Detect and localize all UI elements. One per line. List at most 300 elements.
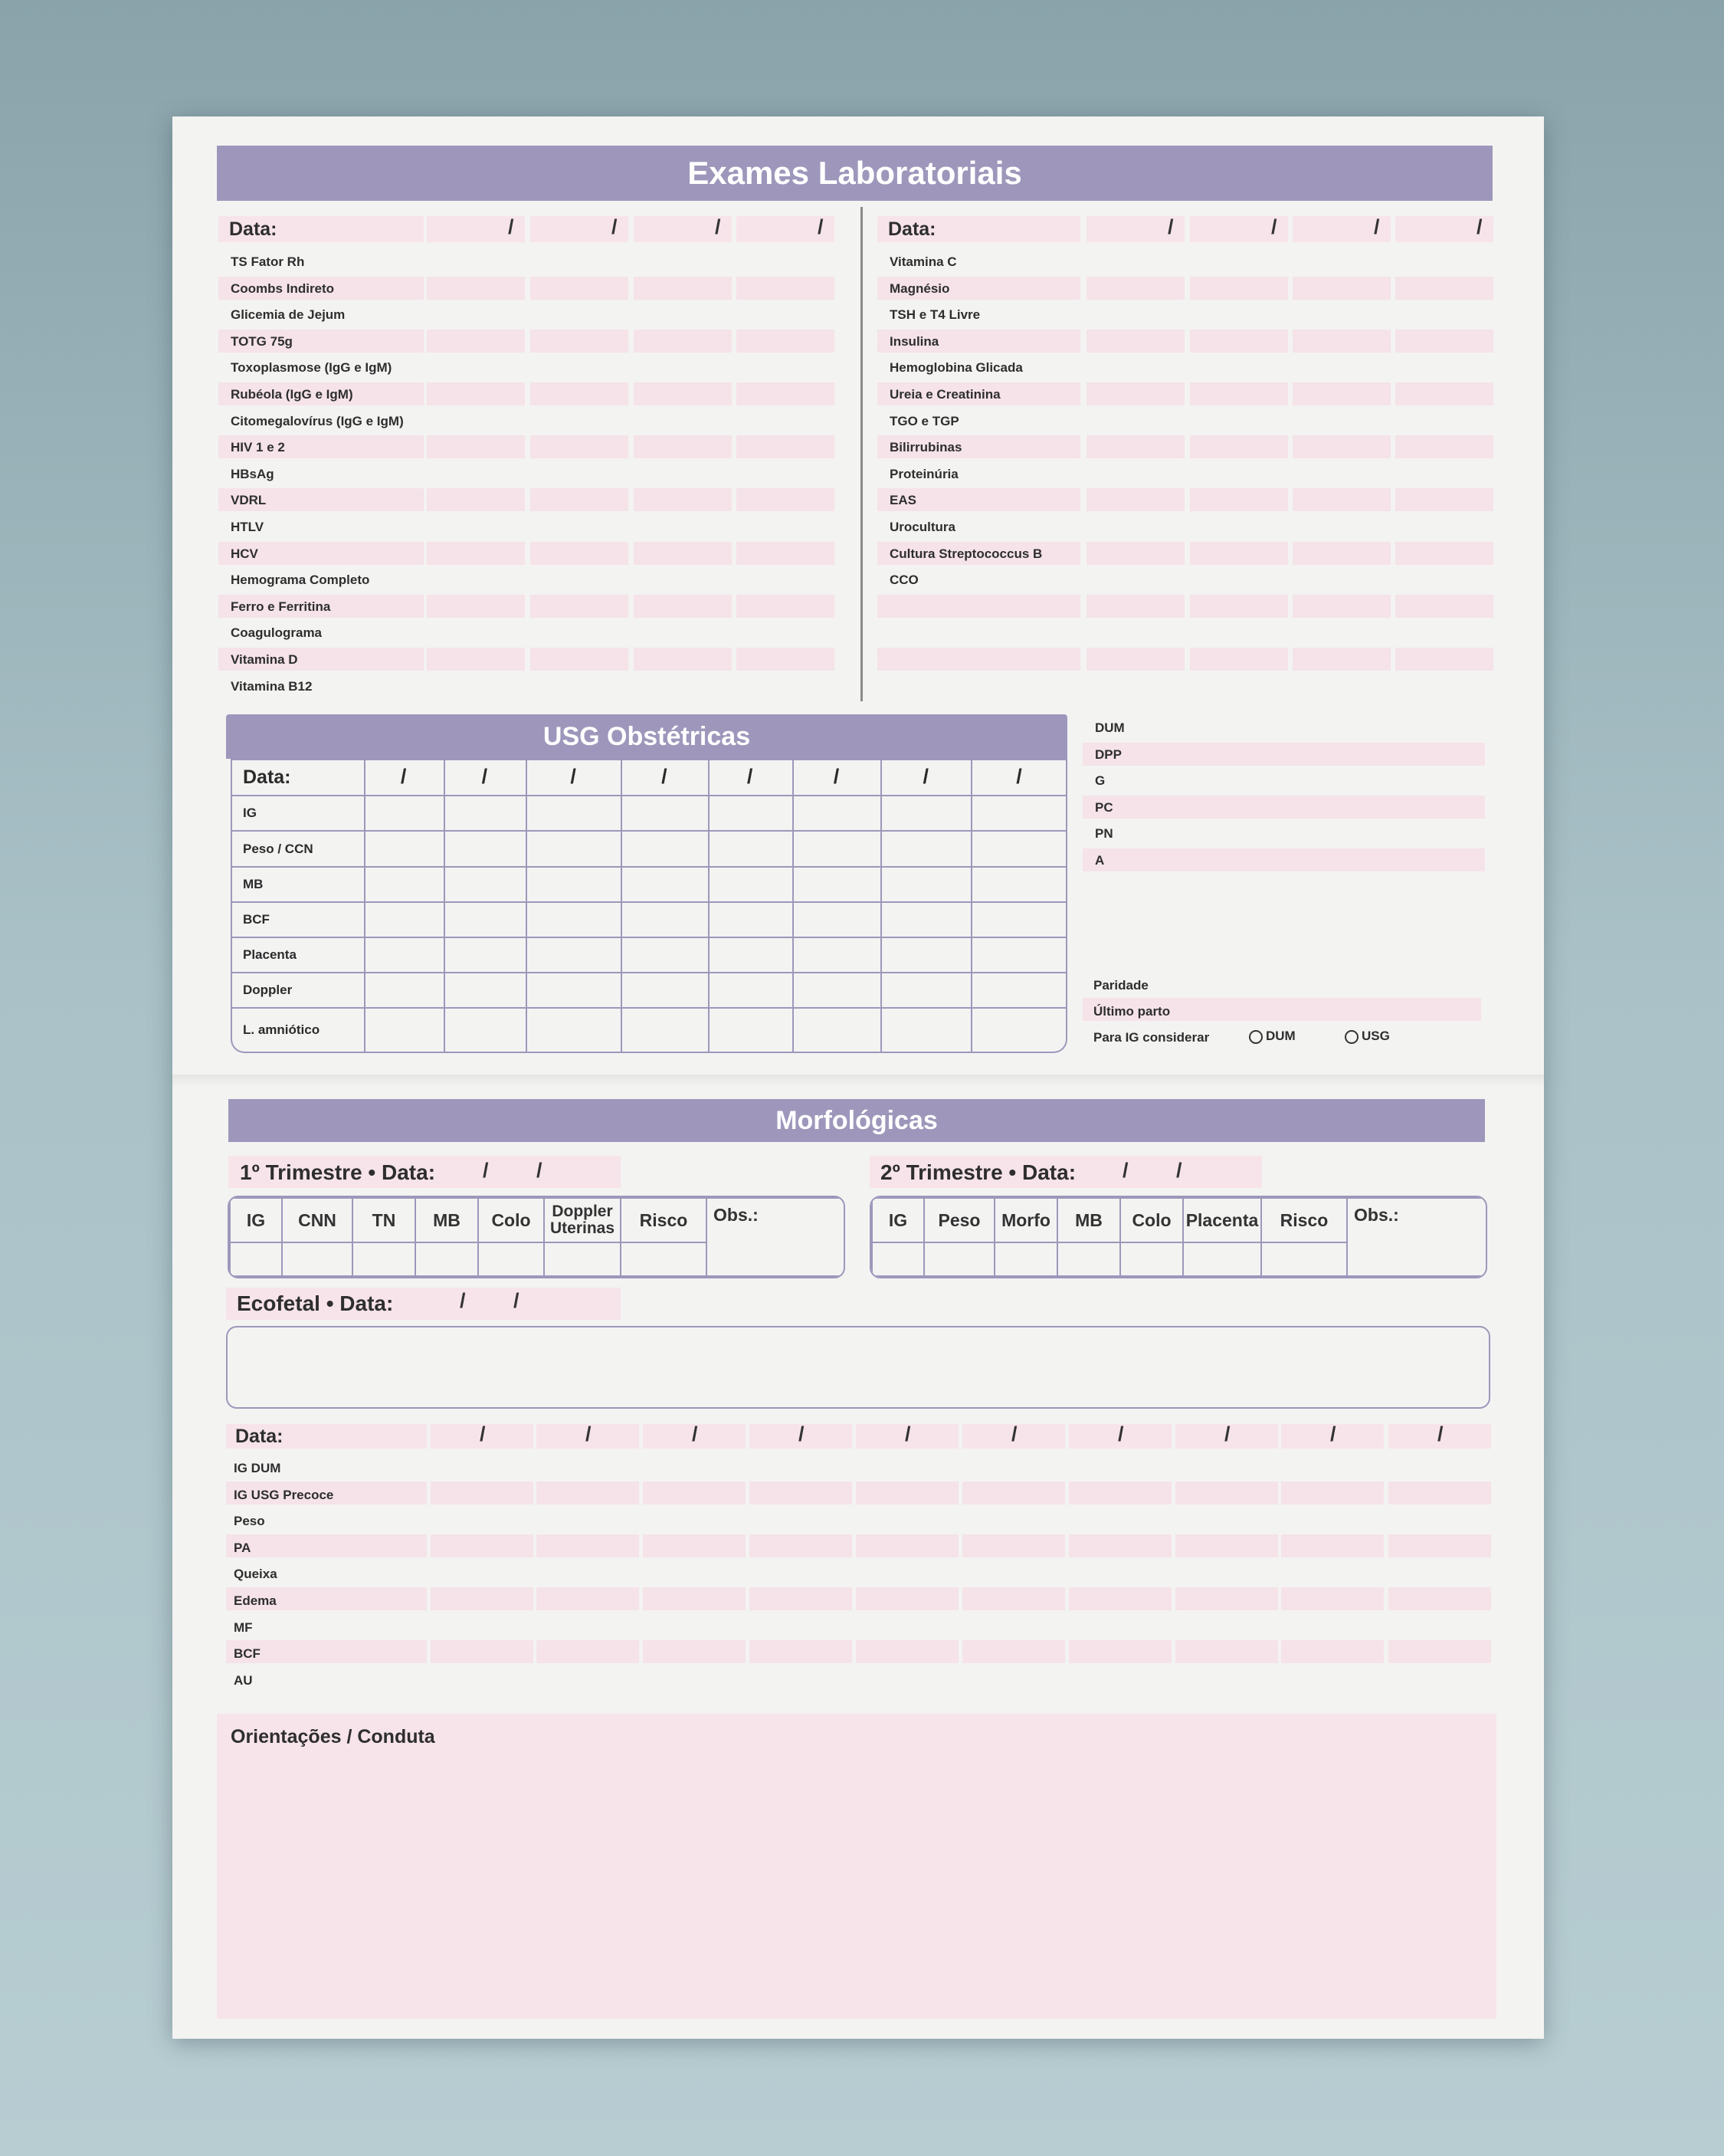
lab-result-cell[interactable] bbox=[736, 488, 834, 511]
consult-value-cell[interactable] bbox=[1069, 1640, 1172, 1663]
t2-table bbox=[870, 1196, 1487, 1278]
usg-date-slash: / bbox=[923, 765, 929, 788]
usg-row-label: Doppler bbox=[231, 973, 365, 1008]
consult-date-label: Data: bbox=[235, 1426, 284, 1447]
usg-date-slash: / bbox=[661, 765, 667, 788]
consult-row-label: PA bbox=[234, 1540, 251, 1555]
usg-value-cell[interactable] bbox=[526, 831, 621, 866]
lab-item-label: Insulina bbox=[890, 333, 939, 349]
lab-result-cell[interactable] bbox=[634, 488, 732, 511]
radio-dum-circle[interactable] bbox=[1249, 1030, 1263, 1044]
consult-date-slash: / bbox=[905, 1423, 911, 1446]
lab-result-cell[interactable] bbox=[530, 435, 628, 458]
lab-result-cell[interactable] bbox=[427, 488, 525, 511]
t2-table-value-cell[interactable] bbox=[1057, 1242, 1120, 1276]
usg-table bbox=[231, 759, 1067, 1053]
lab-result-cell[interactable] bbox=[736, 648, 834, 671]
usg-row-label: Peso / CCN bbox=[231, 831, 365, 866]
lab-result-cell[interactable] bbox=[1087, 488, 1185, 511]
lab-result-cell[interactable] bbox=[530, 330, 628, 353]
lab-item-label: Vitamina B12 bbox=[231, 678, 313, 694]
side-item-label: PN bbox=[1095, 826, 1113, 842]
radio-usg-circle[interactable] bbox=[1345, 1030, 1359, 1044]
lab-result-cell[interactable] bbox=[736, 382, 834, 405]
lab-result-cell[interactable] bbox=[634, 435, 732, 458]
usg-value-cell[interactable] bbox=[793, 1008, 882, 1052]
consult-value-cell[interactable] bbox=[1388, 1587, 1491, 1610]
usg-value-cell[interactable] bbox=[881, 1008, 972, 1052]
usg-value-cell[interactable] bbox=[365, 973, 444, 1008]
lab-item-label: CCO bbox=[890, 573, 919, 588]
t2-slash: / bbox=[1176, 1159, 1182, 1182]
lab-result-cell[interactable] bbox=[1293, 382, 1391, 405]
consult-value-cell[interactable] bbox=[749, 1640, 852, 1663]
lab-item-label: TSH e T4 Livre bbox=[890, 307, 981, 323]
usg-date-cell[interactable] bbox=[365, 760, 444, 796]
consult-row-label: Queixa bbox=[234, 1567, 277, 1582]
lab-item-label: Ureia e Creatinina bbox=[890, 387, 1001, 402]
morf-title: Morfológicas bbox=[228, 1099, 1485, 1142]
consult-value-cell[interactable] bbox=[749, 1534, 852, 1557]
lab-date-slash: / bbox=[508, 215, 514, 238]
lab-result-cell[interactable] bbox=[634, 382, 732, 405]
lab-result-cell[interactable] bbox=[736, 595, 834, 618]
lab-result-cell[interactable] bbox=[1395, 595, 1493, 618]
lab-item-label: Hemograma Completo bbox=[231, 573, 370, 588]
usg-value-cell[interactable] bbox=[972, 796, 1067, 831]
usg-value-cell[interactable] bbox=[444, 831, 527, 866]
form-sheet bbox=[172, 116, 1544, 2039]
consult-value-cell[interactable] bbox=[431, 1640, 533, 1663]
lab-item-label: HTLV bbox=[231, 520, 264, 534]
t1-table-col-header: Colo bbox=[478, 1198, 544, 1242]
consult-date-slash: / bbox=[1224, 1423, 1231, 1446]
consult-value-cell[interactable] bbox=[536, 1640, 639, 1663]
lab-result-cell[interactable] bbox=[736, 277, 834, 300]
consult-date-slash: / bbox=[692, 1423, 698, 1446]
usg-value-cell[interactable] bbox=[881, 902, 972, 937]
lab-result-cell[interactable] bbox=[1293, 330, 1391, 353]
consult-value-cell[interactable] bbox=[962, 1482, 1065, 1505]
consult-row-label: Edema bbox=[234, 1593, 277, 1608]
usg-value-cell[interactable] bbox=[972, 831, 1067, 866]
usg-value-cell[interactable] bbox=[709, 937, 793, 973]
consult-value-cell[interactable] bbox=[1281, 1587, 1384, 1610]
consult-value-cell[interactable] bbox=[1069, 1587, 1172, 1610]
lab-result-cell[interactable] bbox=[736, 542, 834, 565]
lab-result-cell[interactable] bbox=[1087, 595, 1185, 618]
lab-result-cell[interactable] bbox=[1293, 648, 1391, 671]
lab-result-cell[interactable] bbox=[1293, 435, 1391, 458]
usg-date-cell[interactable] bbox=[621, 760, 709, 796]
lab-result-cell[interactable] bbox=[1293, 542, 1391, 565]
lab-result-cell[interactable] bbox=[1087, 435, 1185, 458]
usg-date-slash: / bbox=[833, 765, 840, 788]
lab-result-cell[interactable] bbox=[736, 435, 834, 458]
usg-date-header: Data: bbox=[231, 760, 365, 796]
usg-date-cell[interactable] bbox=[444, 760, 527, 796]
consult-value-cell[interactable] bbox=[749, 1482, 852, 1505]
lab-item-label: TOTG 75g bbox=[231, 333, 293, 349]
consult-value-cell[interactable] bbox=[962, 1587, 1065, 1610]
side-item-label: A bbox=[1095, 853, 1105, 868]
ultimo-parto-label: Último parto bbox=[1093, 1004, 1171, 1019]
usg-value-cell[interactable] bbox=[881, 937, 972, 973]
usg-value-cell[interactable] bbox=[365, 1008, 444, 1052]
ig-consider-label: Para IG considerar bbox=[1093, 1030, 1210, 1045]
consult-value-cell[interactable] bbox=[431, 1534, 533, 1557]
consult-value-cell[interactable] bbox=[536, 1482, 639, 1505]
lab-item-label: Coombs Indireto bbox=[231, 281, 335, 296]
consult-value-cell[interactable] bbox=[962, 1640, 1065, 1663]
lab-result-cell[interactable] bbox=[427, 330, 525, 353]
consult-date-slash: / bbox=[798, 1423, 805, 1446]
usg-value-cell[interactable] bbox=[526, 937, 621, 973]
t2-slash: / bbox=[1123, 1159, 1129, 1182]
consult-value-cell[interactable] bbox=[1281, 1482, 1384, 1505]
consult-value-cell[interactable] bbox=[749, 1587, 852, 1610]
t1-table-value-cell[interactable] bbox=[544, 1242, 621, 1276]
lab-result-cell[interactable] bbox=[427, 648, 525, 671]
usg-date-slash: / bbox=[1016, 765, 1022, 788]
lab-item-label: TGO e TGP bbox=[890, 413, 959, 428]
lab-result-cell[interactable] bbox=[1190, 277, 1288, 300]
consult-value-cell[interactable] bbox=[1069, 1482, 1172, 1505]
t2-table-col-header: IG bbox=[872, 1198, 924, 1242]
usg-value-cell[interactable] bbox=[881, 831, 972, 866]
consult-value-cell[interactable] bbox=[1175, 1587, 1278, 1610]
lab-result-cell[interactable] bbox=[1395, 648, 1493, 671]
usg-value-cell[interactable] bbox=[972, 937, 1067, 973]
consult-value-cell[interactable] bbox=[536, 1587, 639, 1610]
lab-result-cell[interactable] bbox=[634, 330, 732, 353]
usg-table-wrap bbox=[231, 759, 1067, 1053]
lab-result-cell[interactable] bbox=[1087, 330, 1185, 353]
lab-result-cell[interactable] bbox=[1087, 542, 1185, 565]
usg-value-cell[interactable] bbox=[881, 867, 972, 902]
usg-date-cell[interactable] bbox=[793, 760, 882, 796]
lab-result-cell[interactable] bbox=[530, 542, 628, 565]
ecofetal-box[interactable] bbox=[226, 1326, 1490, 1409]
consult-value-cell[interactable] bbox=[962, 1534, 1065, 1557]
usg-row-label: BCF bbox=[231, 902, 365, 937]
usg-date-cell[interactable] bbox=[526, 760, 621, 796]
usg-value-cell[interactable] bbox=[881, 973, 972, 1008]
consult-value-cell[interactable] bbox=[1069, 1534, 1172, 1557]
page-fold bbox=[172, 1075, 1544, 1087]
usg-value-cell[interactable] bbox=[444, 1008, 527, 1052]
lab-date-slash: / bbox=[1168, 215, 1174, 238]
usg-value-cell[interactable] bbox=[365, 867, 444, 902]
usg-value-cell[interactable] bbox=[621, 902, 709, 937]
usg-value-cell[interactable] bbox=[526, 1008, 621, 1052]
lab-item-label: Vitamina D bbox=[231, 652, 298, 667]
t1-table-value-cell[interactable] bbox=[478, 1242, 544, 1276]
consult-value-cell[interactable] bbox=[856, 1587, 959, 1610]
lab-result-cell[interactable] bbox=[1190, 595, 1288, 618]
lab-item-label: Urocultura bbox=[890, 520, 955, 534]
consult-value-cell[interactable] bbox=[431, 1482, 533, 1505]
lab-result-cell[interactable] bbox=[427, 277, 525, 300]
lab-item-label: VDRL bbox=[231, 493, 267, 508]
lab-result-cell[interactable] bbox=[530, 382, 628, 405]
usg-title: USG Obstétricas bbox=[226, 714, 1067, 759]
t1-table-value-cell[interactable] bbox=[621, 1242, 706, 1276]
side-item-label: PC bbox=[1095, 799, 1113, 815]
lab-item-label: Coagulograma bbox=[231, 625, 323, 641]
usg-value-cell[interactable] bbox=[365, 796, 444, 831]
lab-item-label: Glicemia de Jejum bbox=[231, 307, 346, 323]
t2-table-col-header: Peso bbox=[924, 1198, 995, 1242]
usg-value-cell[interactable] bbox=[709, 1008, 793, 1052]
usg-value-cell[interactable] bbox=[621, 831, 709, 866]
usg-value-cell[interactable] bbox=[365, 831, 444, 866]
t1-table-value-cell[interactable] bbox=[282, 1242, 352, 1276]
t1-table-value-cell[interactable] bbox=[230, 1242, 282, 1276]
lab-date-label: Data: bbox=[229, 218, 277, 240]
lab-item-label: Rubéola (IgG e IgM) bbox=[231, 387, 353, 402]
consult-date-slash: / bbox=[1330, 1423, 1336, 1446]
consult-value-cell[interactable] bbox=[643, 1482, 746, 1505]
t1-table bbox=[228, 1196, 845, 1278]
radio-dum-label: DUM bbox=[1266, 1029, 1296, 1043]
lab-result-cell[interactable] bbox=[1395, 435, 1493, 458]
usg-row-label: IG bbox=[231, 796, 365, 831]
t1-table-value-cell[interactable] bbox=[352, 1242, 415, 1276]
lab-item-label: Toxoplasmose (IgG e IgM) bbox=[231, 360, 392, 376]
lab-result-cell[interactable] bbox=[530, 488, 628, 511]
side-row-band[interactable] bbox=[1083, 743, 1485, 766]
side-row-band[interactable] bbox=[1083, 796, 1485, 819]
consult-value-cell[interactable] bbox=[1175, 1640, 1278, 1663]
usg-value-cell[interactable] bbox=[526, 796, 621, 831]
usg-value-cell[interactable] bbox=[621, 796, 709, 831]
lab-result-cell[interactable] bbox=[427, 435, 525, 458]
lab-result-cell[interactable] bbox=[1190, 488, 1288, 511]
lab-item-label: EAS bbox=[890, 493, 916, 508]
usg-value-cell[interactable] bbox=[709, 973, 793, 1008]
t2-title: 2º Trimestre • Data: bbox=[880, 1160, 1077, 1184]
usg-value-cell[interactable] bbox=[972, 902, 1067, 937]
radio-usg-label: USG bbox=[1362, 1029, 1390, 1043]
t1-table-col-header: CNN bbox=[282, 1198, 352, 1242]
usg-value-cell[interactable] bbox=[709, 867, 793, 902]
usg-date-cell[interactable] bbox=[972, 760, 1067, 796]
lab-result-cell[interactable] bbox=[634, 542, 732, 565]
t1-table-col-header: IG bbox=[230, 1198, 282, 1242]
lab-item-label: TS Fator Rh bbox=[231, 254, 305, 269]
lab-date-slash: / bbox=[1271, 215, 1277, 238]
lab-result-cell[interactable] bbox=[1293, 277, 1391, 300]
consult-date-slash: / bbox=[585, 1423, 592, 1446]
consult-value-cell[interactable] bbox=[1388, 1482, 1491, 1505]
consult-value-cell[interactable] bbox=[1281, 1534, 1384, 1557]
usg-value-cell[interactable] bbox=[793, 867, 882, 902]
consult-value-cell[interactable] bbox=[1175, 1534, 1278, 1557]
usg-value-cell[interactable] bbox=[793, 796, 882, 831]
usg-value-cell[interactable] bbox=[621, 973, 709, 1008]
usg-value-cell[interactable] bbox=[444, 937, 527, 973]
lab-result-cell[interactable] bbox=[1395, 542, 1493, 565]
lab-result-cell[interactable] bbox=[1087, 648, 1185, 671]
t2-table-col-header: Risco bbox=[1261, 1198, 1347, 1242]
usg-date-slash: / bbox=[746, 765, 753, 788]
usg-date-cell[interactable] bbox=[881, 760, 972, 796]
lab-result-cell[interactable] bbox=[1190, 382, 1288, 405]
consult-value-cell[interactable] bbox=[1281, 1640, 1384, 1663]
usg-value-cell[interactable] bbox=[526, 973, 621, 1008]
t1-table-col-header: Doppler Uterinas bbox=[544, 1198, 621, 1242]
usg-value-cell[interactable] bbox=[972, 1008, 1067, 1052]
t1-slash: / bbox=[536, 1159, 542, 1182]
usg-date-cell[interactable] bbox=[709, 760, 793, 796]
consult-value-cell[interactable] bbox=[856, 1482, 959, 1505]
lab-result-cell[interactable] bbox=[530, 595, 628, 618]
t2-table-value-cell[interactable] bbox=[1120, 1242, 1183, 1276]
consult-value-cell[interactable] bbox=[1175, 1482, 1278, 1505]
usg-value-cell[interactable] bbox=[526, 902, 621, 937]
consult-value-cell[interactable] bbox=[856, 1534, 959, 1557]
usg-value-cell[interactable] bbox=[444, 902, 527, 937]
usg-value-cell[interactable] bbox=[709, 902, 793, 937]
usg-value-cell[interactable] bbox=[621, 867, 709, 902]
lab-result-cell[interactable] bbox=[634, 595, 732, 618]
side-item-label: DPP bbox=[1095, 747, 1122, 762]
consult-value-cell[interactable] bbox=[856, 1640, 959, 1663]
consult-row-label: IG USG Precoce bbox=[234, 1487, 334, 1502]
t2-table-value-cell[interactable] bbox=[995, 1242, 1057, 1276]
t1-title: 1º Trimestre • Data: bbox=[240, 1160, 436, 1184]
t2-table-value-cell[interactable] bbox=[924, 1242, 995, 1276]
lab-result-cell[interactable] bbox=[736, 330, 834, 353]
usg-value-cell[interactable] bbox=[793, 902, 882, 937]
consult-row-band bbox=[226, 1534, 427, 1557]
lab-result-cell[interactable] bbox=[1190, 542, 1288, 565]
lab-item-label: Proteinúria bbox=[890, 466, 959, 481]
t2-table-col-header: Morfo bbox=[995, 1198, 1057, 1242]
usg-value-cell[interactable] bbox=[793, 937, 882, 973]
usg-value-cell[interactable] bbox=[444, 973, 527, 1008]
usg-value-cell[interactable] bbox=[365, 937, 444, 973]
side-item-label: G bbox=[1095, 773, 1106, 789]
lab-item-label: Bilirrubinas bbox=[890, 440, 962, 455]
lab-result-cell[interactable] bbox=[1293, 595, 1391, 618]
usg-row-label: L. amniótico bbox=[231, 1008, 365, 1052]
consult-value-cell[interactable] bbox=[1388, 1640, 1491, 1663]
lab-title: Exames Laboratoriais bbox=[217, 146, 1493, 201]
usg-value-cell[interactable] bbox=[793, 973, 882, 1008]
consult-value-cell[interactable] bbox=[536, 1534, 639, 1557]
radio-dum[interactable] bbox=[1249, 1029, 1296, 1044]
usg-date-slash: / bbox=[400, 765, 407, 788]
lab-result-cell[interactable] bbox=[530, 648, 628, 671]
lab-result-cell[interactable] bbox=[427, 595, 525, 618]
lab-result-cell[interactable] bbox=[1190, 435, 1288, 458]
lab-item-label: HIV 1 e 2 bbox=[231, 440, 285, 455]
t2-table-value-cell[interactable] bbox=[872, 1242, 924, 1276]
usg-value-cell[interactable] bbox=[526, 867, 621, 902]
lab-date-label: Data: bbox=[888, 218, 936, 240]
usg-date-slash: / bbox=[481, 765, 488, 788]
consult-date-slash: / bbox=[1011, 1423, 1018, 1446]
consult-date-slash: / bbox=[1118, 1423, 1124, 1446]
lab-result-cell[interactable] bbox=[1087, 277, 1185, 300]
usg-value-cell[interactable] bbox=[621, 1008, 709, 1052]
lab-result-cell[interactable] bbox=[634, 277, 732, 300]
paridade-label: Paridade bbox=[1093, 978, 1149, 993]
lab-result-cell[interactable] bbox=[1395, 330, 1493, 353]
usg-value-cell[interactable] bbox=[444, 867, 527, 902]
consult-value-cell[interactable] bbox=[1388, 1534, 1491, 1557]
lab-result-cell[interactable] bbox=[1190, 330, 1288, 353]
consult-value-cell[interactable] bbox=[643, 1640, 746, 1663]
usg-value-cell[interactable] bbox=[972, 973, 1067, 1008]
usg-value-cell[interactable] bbox=[365, 902, 444, 937]
lab-result-cell[interactable] bbox=[1087, 382, 1185, 405]
usg-value-cell[interactable] bbox=[621, 937, 709, 973]
lab-result-cell[interactable] bbox=[1395, 488, 1493, 511]
consult-row-label: MF bbox=[234, 1619, 253, 1635]
orient-box[interactable] bbox=[217, 1714, 1496, 2019]
t1-table-col-header: TN bbox=[352, 1198, 415, 1242]
usg-value-cell[interactable] bbox=[709, 831, 793, 866]
consult-value-cell[interactable] bbox=[643, 1587, 746, 1610]
lab-result-cell[interactable] bbox=[1293, 488, 1391, 511]
lab-result-cell[interactable] bbox=[1395, 277, 1493, 300]
usg-value-cell[interactable] bbox=[444, 796, 527, 831]
usg-value-cell[interactable] bbox=[793, 831, 882, 866]
consult-date-slash: / bbox=[480, 1423, 486, 1446]
lab-result-cell[interactable] bbox=[530, 277, 628, 300]
t1-table-obs[interactable]: Obs.: bbox=[706, 1198, 844, 1276]
consult-value-cell[interactable] bbox=[643, 1534, 746, 1557]
radio-usg[interactable] bbox=[1345, 1029, 1390, 1044]
t2-table-value-cell[interactable] bbox=[1183, 1242, 1261, 1276]
usg-row-label: MB bbox=[231, 867, 365, 902]
ecofetal-slash: / bbox=[460, 1289, 466, 1312]
ecofetal-slash: / bbox=[513, 1289, 519, 1312]
consult-value-cell[interactable] bbox=[431, 1587, 533, 1610]
t1-table-value-cell[interactable] bbox=[415, 1242, 478, 1276]
lab-item-label: Hemoglobina Glicada bbox=[890, 360, 1023, 376]
lab-result-cell[interactable] bbox=[1190, 648, 1288, 671]
lab-result-cell[interactable] bbox=[634, 648, 732, 671]
lab-item-label: Cultura Streptococcus B bbox=[890, 546, 1043, 561]
consult-row-label: BCF bbox=[234, 1646, 261, 1662]
usg-date-slash: / bbox=[570, 765, 576, 788]
lab-date-slash: / bbox=[715, 215, 721, 238]
lab-result-cell[interactable] bbox=[427, 382, 525, 405]
consult-row-label: IG DUM bbox=[234, 1461, 281, 1475]
lab-item-label: Magnésio bbox=[890, 281, 950, 296]
lab-item-label: HBsAg bbox=[231, 466, 274, 481]
lab-result-cell[interactable] bbox=[427, 542, 525, 565]
usg-value-cell[interactable] bbox=[709, 796, 793, 831]
consult-row-label: AU bbox=[234, 1672, 253, 1688]
lab-date-slash: / bbox=[611, 215, 618, 238]
lab-date-slash: / bbox=[1374, 215, 1380, 238]
t1-slash: / bbox=[483, 1159, 489, 1182]
t2-table-obs[interactable]: Obs.: bbox=[1347, 1198, 1486, 1276]
t2-table-col-header: Colo bbox=[1120, 1198, 1183, 1242]
usg-value-cell[interactable] bbox=[972, 867, 1067, 902]
ecofetal-title: Ecofetal • Data: bbox=[237, 1291, 394, 1315]
lab-item-label: HCV bbox=[231, 546, 258, 561]
t2-table-value-cell[interactable] bbox=[1261, 1242, 1347, 1276]
lab-result-cell[interactable] bbox=[1395, 382, 1493, 405]
usg-value-cell[interactable] bbox=[881, 796, 972, 831]
side-row-band[interactable] bbox=[1083, 848, 1485, 871]
